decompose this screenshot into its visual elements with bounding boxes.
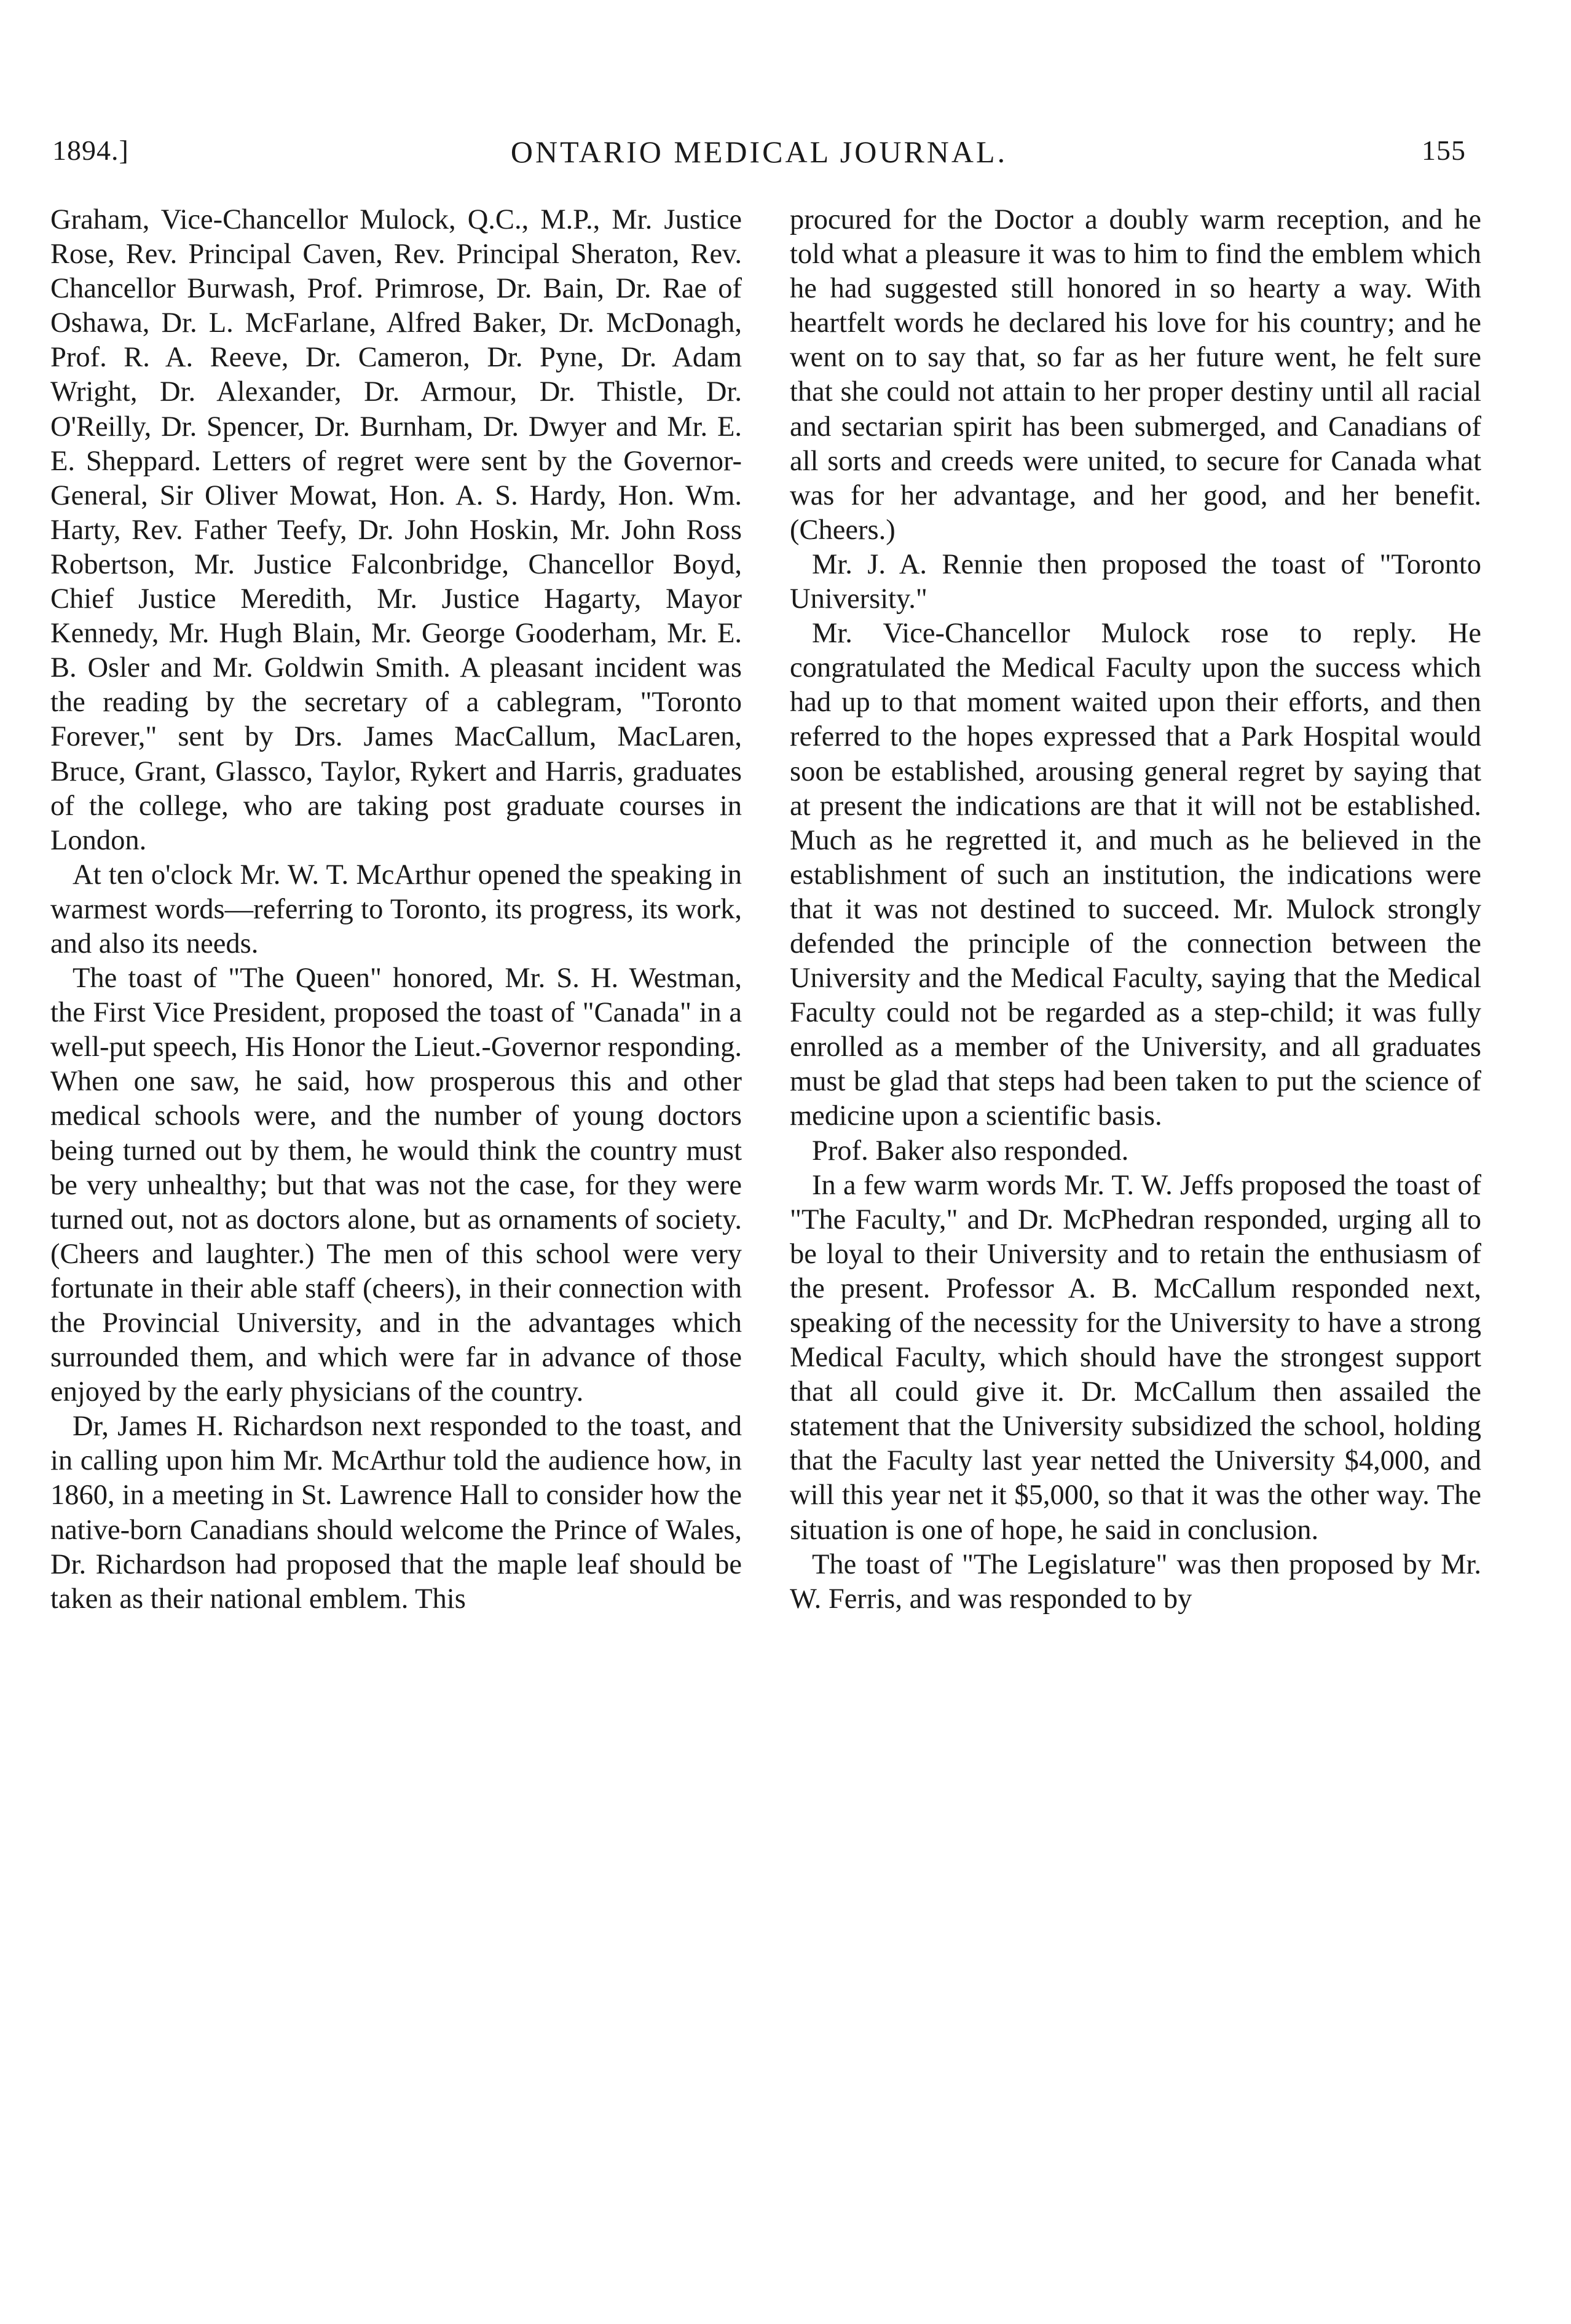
paragraph: Mr. Vice-Chancellor Mulock rose to reply. He congratulated the Medical Faculty upon the success which had up to that moment waited upon their efforts, and then referred to the hopes expressed that a Park Hospital would soon be established, arousing general regret by saying that at present the indications are that it will not be established. Much as he regretted it, and much as he believed in the establishment of such an institution, the indications were that it was not destined to succeed. Mr. Mulock strongly defended the principle of the connection between the University and the Medical Faculty, saying that the Medical Faculty could not be regarded as a step-child; it was fully enrolled as a member of the University, and all graduates must be glad that steps had been taken to put the science of medicine upon a scientific basis.	[790, 618, 1481, 1132]
paragraph: procured for the Doctor a doubly warm reception, and he told what a pleasure it was to him to find the emblem which he had suggested still honored in so hearty a way. With heartfelt words he declared his love for his country; and he went on to say that, so far as her future went, he felt sure that she could not attain to her proper destiny until all racial and sectarian spirit has been submerged, and Canadians of all sorts and creeds were united, to secure for Canada what was for her advantage, and her good, and her benefit. (Cheers.)	[790, 204, 1481, 546]
paragraph: Graham, Vice-Chancellor Mulock, Q.C., M.P., Mr. Justice Rose, Rev. Principal Caven, Rev. Principal Sheraton, Rev. Chancellor Burwash, Prof. Primrose, Dr. Bain, Dr. Rae of Oshawa, Dr. L. McFarlane, Alfred Baker, Dr. McDonagh, Prof. R. A. Reeve, Dr. Cameron, Dr. Pyne, Dr. Adam Wright, Dr. Alexander, Dr. Armour, Dr. Thistle, Dr. O'Reilly, Dr. Spencer, Dr. Burnham, Dr. Dwyer and Mr. E. E. Sheppard. Letters of regret were sent by the Governor-General, Sir Oliver Mowat, Hon. A. S. Hardy, Hon. Wm. Harty, Rev. Father Teefy, Dr. John Hoskin, Mr. John Ross Robertson, Mr. Justice Falconbridge, Chancellor Boyd, Chief Justice Meredith, Mr. Justice Hagarty, Mayor Kennedy, Mr. Hugh Blain, Mr. George Gooderham, Mr. E. B. Osler and Mr. Goldwin Smith. A pleasant incident was the reading by the secretary of a cablegram, "Toronto Forever," sent by Drs. James MacCallum, MacLaren, Bruce, Grant, Glassco, Taylor, Rykert and Harris, graduates of the college, who are taking post graduate courses in London.	[50, 204, 742, 856]
paragraph: Mr. J. A. Rennie then proposed the toast of "Toronto University."	[790, 548, 1481, 615]
paragraph: The toast of "The Queen" honored, Mr. S. H. Westman, the First Vice President, proposed the toast of "Canada" in a well-put speech, His Honor the Lieut.-Governor responding. When one saw, he said, how prosperous this and other medical schools were, and the number of young doctors being turned out by them, he would think the country must be very unhealthy; but that was not the case, for they were turned out, not as doctors alone, but as ornaments of society. (Cheers and laughter.) The men of this school were very fortunate in their able staff (cheers), in their connection with the Provincial University, and in the advantages which surrounded them, and which were far in advance of those enjoyed by the early physicians of the country.	[50, 963, 742, 1408]
paragraph: The toast of "The Legislature" was then proposed by Mr. W. Ferris, and was responded to by	[790, 1548, 1481, 1615]
paragraph: Dr, James H. Richardson next responded to the toast, and in calling upon him Mr. McArthur told the audience how, in 1860, in a meeting in St. Lawrence Hall to consider how the native-born Canadians should welcome the Prince of Wales, Dr. Richardson had proposed that the maple leaf should be taken as their national emblem. This	[50, 1411, 742, 1615]
left-column	[50, 203, 742, 1617]
page-number: 155	[1422, 135, 1466, 166]
paragraph: At ten o'clock Mr. W. T. McArthur opened the speaking in warmest words—referring to Toronto, its progress, its work, and also its needs.	[50, 859, 742, 959]
paragraph: Prof. Baker also responded.	[812, 1135, 1129, 1167]
right-column	[790, 203, 1481, 1617]
journal-title: ONTARIO MEDICAL JOURNAL.	[510, 135, 1008, 169]
year-label: 1894.]	[52, 135, 129, 166]
paragraph: In a few warm words Mr. T. W. Jeffs proposed the toast of "The Faculty," and Dr. McPhedran responded, urging all to be loyal to their University and to retain the enthusiasm of the present. Professor A. B. McCallum responded next, speaking of the necessity for the University to have a strong Medical Faculty, which should have the strongest support that all could give it. Dr. McCallum then assailed the statement that the University subsidized the school, holding that the Faculty last year netted the University $4,000, and will this year net it $5,000, so that it was the other way. The situation is one of hope, he said in conclusion.	[790, 1169, 1481, 1546]
running-head	[52, 134, 1466, 177]
